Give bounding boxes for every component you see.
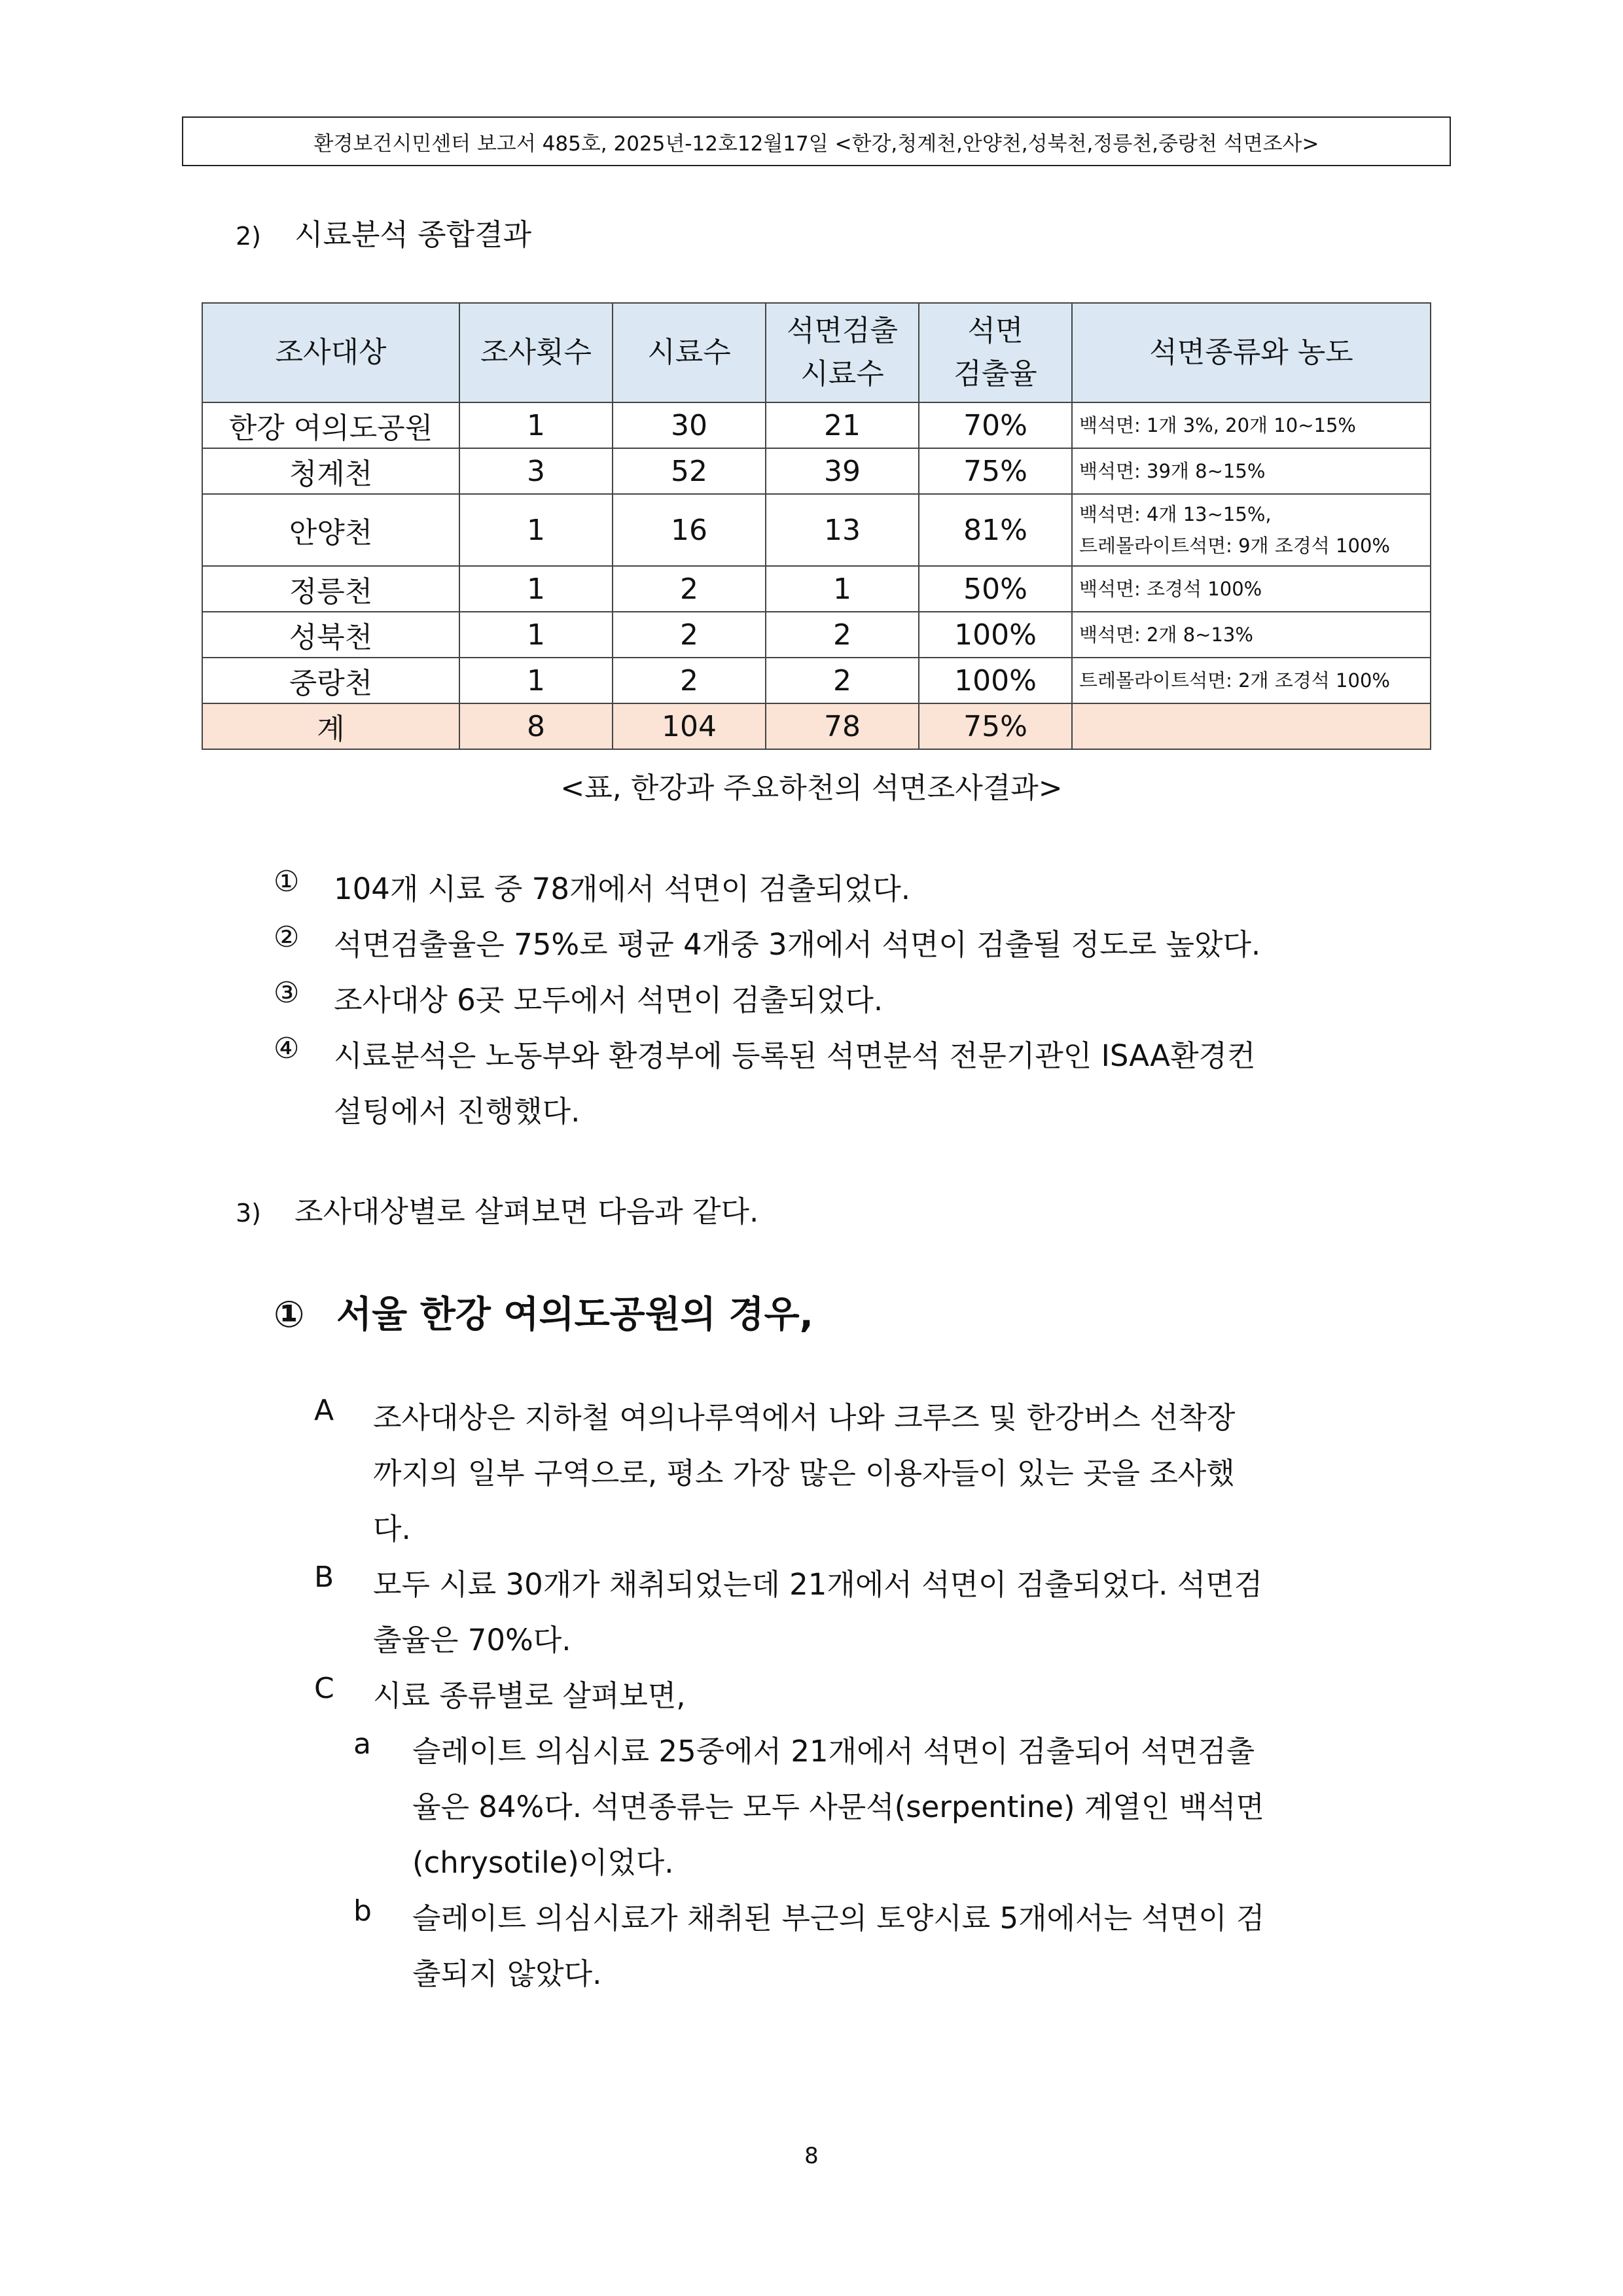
case-item-text: 출율은 70%다. — [373, 1623, 571, 1657]
page-number: 8 — [804, 2143, 819, 2169]
site-cell: 중랑천 — [202, 658, 459, 703]
case-item-text: 까지의 일부 구역으로, 평소 가장 많은 이용자들이 있는 곳을 조사했 — [373, 1456, 1235, 1491]
rate-cell: 75% — [919, 448, 1072, 494]
site-cell: 한강 여의도공원 — [202, 402, 459, 448]
concentration-cell: 트레몰라이트석면: 2개 조경석 100% — [1072, 658, 1431, 703]
concentration-cell: 백석면: 조경석 100% — [1072, 566, 1431, 612]
table-row — [202, 566, 1431, 612]
surveys-cell: 1 — [459, 566, 613, 612]
case-item-marker: B — [314, 1561, 334, 1594]
concentration-cell: 백석면: 39개 8~15% — [1072, 448, 1431, 494]
surveys-cell: 3 — [459, 448, 613, 494]
samples-cell: 2 — [613, 658, 766, 703]
samples-cell: 2 — [613, 612, 766, 658]
samples-cell: 52 — [613, 448, 766, 494]
summary-table — [202, 302, 1431, 750]
rate-cell: 81% — [919, 494, 1072, 566]
site-cell: 성북천 — [202, 612, 459, 658]
surveys-cell: 1 — [459, 658, 613, 703]
table-total-row — [202, 703, 1431, 749]
case-marker: ① — [274, 1294, 305, 1336]
table-row — [202, 494, 1431, 566]
site-cell: 안양천 — [202, 494, 459, 566]
section-3-heading — [236, 1188, 758, 1230]
samples-cell: 2 — [613, 566, 766, 612]
rate-cell: 70% — [919, 402, 1072, 448]
case-item-text: 조사대상은 지하철 여의나루역에서 나와 크루즈 및 한강버스 선착장 — [373, 1400, 1236, 1435]
table-row — [202, 658, 1431, 703]
case-subitem-text: 출되지 않았다. — [412, 1956, 602, 1991]
total-rate-cell: 75% — [919, 703, 1072, 749]
case-item-text: 다. — [373, 1511, 411, 1546]
section-2-number: 2) — [236, 222, 262, 251]
rate-cell: 100% — [919, 612, 1072, 658]
surveys-cell: 1 — [459, 402, 613, 448]
case-subitem-text: 율은 84%다. 석면종류는 모두 사문석(serpentine) 계열인 백석면 — [412, 1790, 1264, 1824]
concentration-cell: 백석면: 4개 13~15%, 트레몰라이트석면: 9개 조경석 100% — [1072, 494, 1431, 566]
case-subitem-text: 슬레이트 의심시료 25중에서 21개에서 석면이 검출되어 석면검출 — [412, 1734, 1255, 1769]
detected-cell: 21 — [766, 402, 919, 448]
surveys-cell: 1 — [459, 494, 613, 566]
case-subitem-marker: b — [353, 1894, 372, 1928]
table-row — [202, 402, 1431, 448]
total-concentration-cell — [1072, 703, 1431, 749]
detected-cell: 1 — [766, 566, 919, 612]
case-item-marker: A — [314, 1394, 334, 1427]
concentration-cell: 백석면: 2개 8~13% — [1072, 612, 1431, 658]
table-row — [202, 448, 1431, 494]
rate-cell: 50% — [919, 566, 1072, 612]
section-2-title: 시료분석 종합결과 — [294, 217, 532, 252]
detected-cell: 13 — [766, 494, 919, 566]
table-caption: <표, 한강과 주요하천의 석면조사결과> — [560, 771, 1063, 805]
finding-marker: ① — [274, 865, 300, 898]
finding-text: 조사대상 6곳 모두에서 석면이 검출되었다. — [334, 983, 883, 1017]
col-concentration-header: 석면종류와 농도 — [1072, 303, 1431, 402]
concentration-cell: 백석면: 1개 3%, 20개 10~15% — [1072, 402, 1431, 448]
rate-cell: 100% — [919, 658, 1072, 703]
finding-text: 석면검출율은 75%로 평균 4개중 3개에서 석면이 검출될 정도로 높았다. — [334, 927, 1261, 962]
col-rate-header: 석면 검출율 — [919, 303, 1072, 402]
finding-marker: ② — [274, 921, 300, 954]
total-surveys-cell: 8 — [459, 703, 613, 749]
total-label-cell: 계 — [202, 703, 459, 749]
detected-cell: 2 — [766, 658, 919, 703]
section-3-title: 조사대상별로 살펴보면 다음과 같다. — [294, 1194, 759, 1229]
finding-text: 시료분석은 노동부와 환경부에 등록된 석면분석 전문기관인 ISAA환경컨 — [334, 1038, 1256, 1073]
case-heading — [274, 1286, 813, 1338]
case-item-text: 시료 종류별로 살펴보면, — [373, 1678, 686, 1713]
case-item-text: 모두 시료 30개가 채취되었는데 21개에서 석면이 검출되었다. 석면검 — [373, 1567, 1263, 1602]
case-subitem-text: 슬레이트 의심시료가 채취된 부근의 토양시료 5개에서는 석면이 검 — [412, 1901, 1265, 1935]
finding-text: 설팅에서 진행했다. — [334, 1094, 580, 1129]
case-subitem-text: (chrysotile)이었다. — [412, 1845, 674, 1880]
total-detected-cell: 78 — [766, 703, 919, 749]
samples-cell: 16 — [613, 494, 766, 566]
table-header-row — [202, 303, 1431, 402]
col-detected-header: 석면검출 시료수 — [766, 303, 919, 402]
finding-marker: ④ — [274, 1032, 300, 1065]
section-3-number: 3) — [236, 1199, 262, 1227]
col-surveys-header: 조사횟수 — [459, 303, 613, 402]
total-samples-cell: 104 — [613, 703, 766, 749]
finding-marker: ③ — [274, 976, 300, 1010]
table-row — [202, 612, 1431, 658]
section-2-heading — [236, 211, 531, 253]
case-title: 서울 한강 여의도공원의 경우, — [336, 1294, 813, 1336]
surveys-cell: 1 — [459, 612, 613, 658]
col-site-header: 조사대상 — [202, 303, 459, 402]
col-samples-header: 시료수 — [613, 303, 766, 402]
detected-cell: 39 — [766, 448, 919, 494]
site-cell: 청계천 — [202, 448, 459, 494]
case-item-marker: C — [314, 1672, 334, 1705]
report-header: 환경보건시민센터 보고서 485호, 2025년-12호12월17일 <한강,청계천,안양천,성북천,정릉천,중랑천 석면조사> — [182, 116, 1451, 166]
case-subitem-marker: a — [353, 1727, 371, 1761]
samples-cell: 30 — [613, 402, 766, 448]
detected-cell: 2 — [766, 612, 919, 658]
finding-text: 104개 시료 중 78개에서 석면이 검출되었다. — [334, 872, 911, 906]
site-cell: 정릉천 — [202, 566, 459, 612]
